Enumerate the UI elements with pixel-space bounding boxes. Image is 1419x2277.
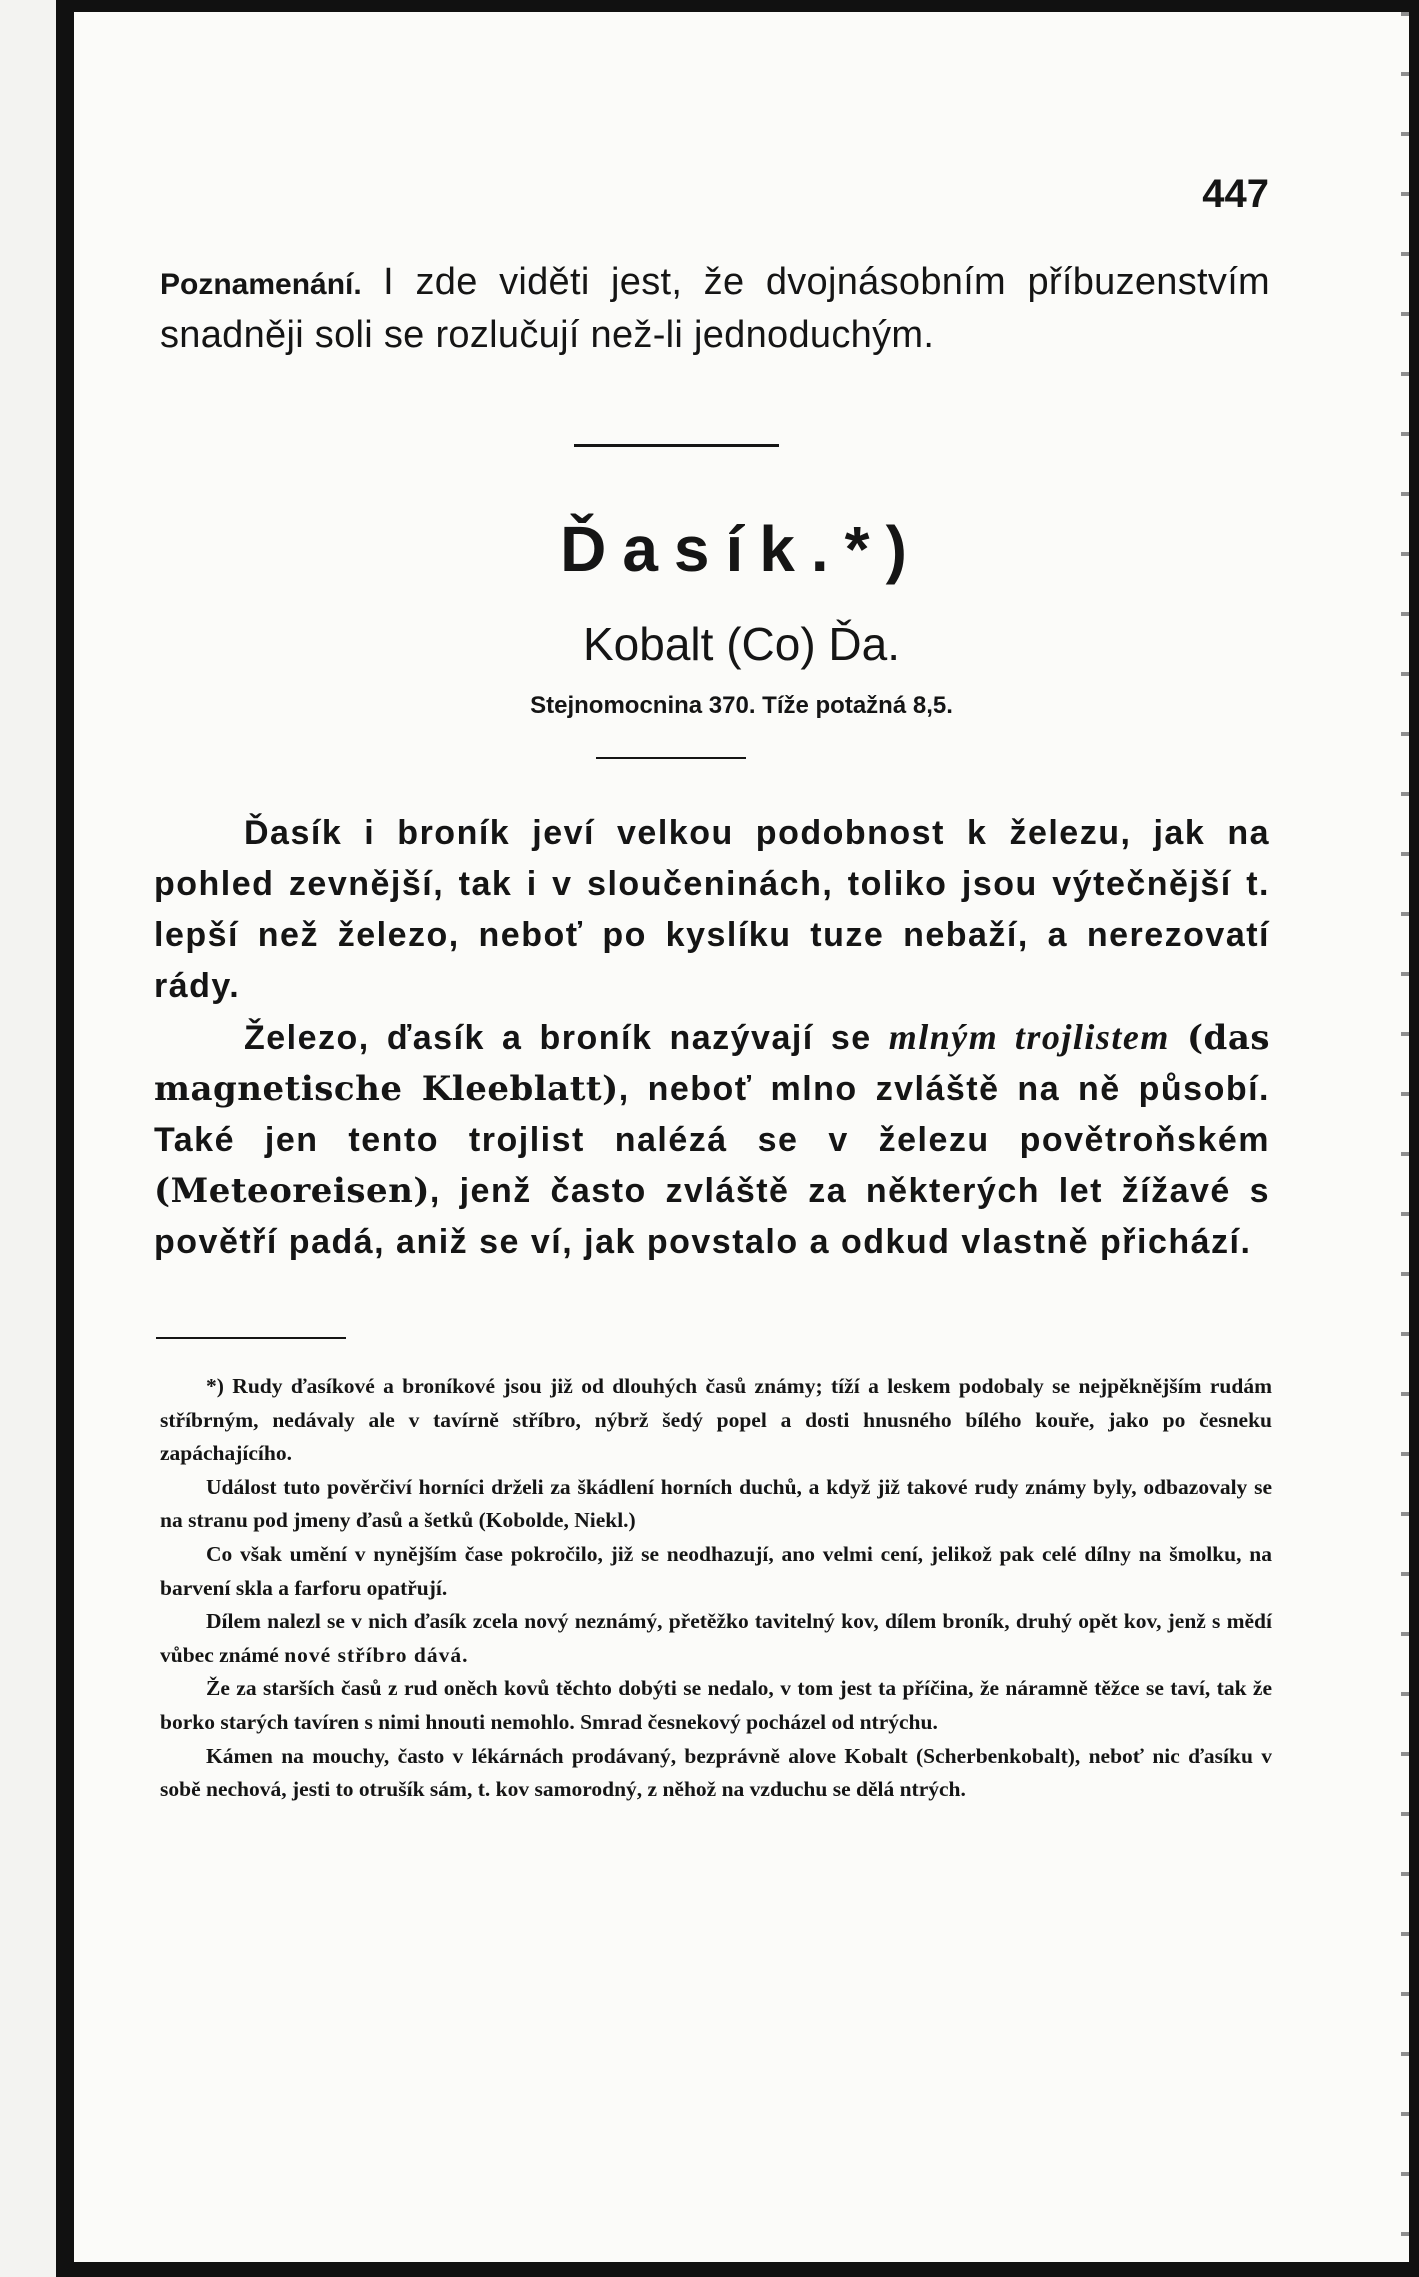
footnote-1: *) Rudy ďasíkové a broníkové jsou již od dlouhých časů známy; tíží a leskem podobaly se nejpěknějším rudám stříbrným, nedávaly ale v tavírně stříbro, nýbrž šedý popel a dosti hnusného bílého kouře, jako po česneku zapáchajícího. [160,1374,1272,1466]
body-p2-text-b: , neboť mlno zvláště na ně působí. Také jen tento trojlist nalézá se v železu povětroňském [154,1070,1270,1159]
note-label: Poznamenání. [160,268,362,301]
footnote-4-spaced: nové stříbro dává. [284,1642,469,1667]
footnote-4 [160,1605,1272,1672]
note-paragraph [160,257,1270,360]
chapter-title: Ďasík.*) [560,513,923,585]
body-text [154,808,1270,1268]
footnote-6: Kámen na mouchy, často v lékárnách prodávaný, bezprávně alove Kobalt (Scherbenkobalt), neboť nic ďasíku v sobě nechová, jesti to otrušík sám, t. kov samorodný, z něhož na vzduchu se dělá ntrých. [160,1743,1272,1802]
german-term-2: (Meteoreisen) [154,1171,430,1211]
book-page [74,12,1409,2262]
adjacent-page-edge [0,0,56,2277]
footnote-3: Co však umění v nynějším čase pokročilo, již se neodhazují, ano velmi cení, jelikož pak celé dílny na šmolku, na barvení skla a farforu opatřují. [160,1541,1272,1600]
section-divider [574,444,779,447]
footnotes [160,1370,1272,1807]
page-number: 447 [1202,172,1269,216]
heading-divider [596,757,746,759]
body-p2-text-c: , jenž často zvláště za některých let žížavé s povětří padá, aniž se ví, jak povstalo a odkud vlastně přichází. [154,1172,1270,1261]
chapter-subtitle: Kobalt (Co) Ďa. [582,618,900,670]
footnote-2: Událost tuto pověrčiví horníci drželi za škádlení horních duchů, a když již takové rudy známy byly, odbazovaly se na stranu pod jmeny ďasů a šetků (Kobolde, Niekl.) [160,1474,1272,1533]
body-paragraph-1: Ďasík i broník jeví velkou podobnost k železu, jak na pohled zevnější, tak i v sloučeninách, toliko jsou výtečnější t. lepší než železo, neboť po kyslíku tuze nebaží, a nerezovatí rády. [154,814,1270,1005]
body-p2-text-a: Železo, ďasík a broník nazývají se [244,1019,872,1057]
footnote-divider [156,1337,346,1339]
chapter-meta: Stejnomocnina 370. Tíže potažná 8,5. [530,692,953,719]
german-term-1: (das magnetische Kleeblatt) [154,1018,1271,1109]
page-edge-shadow [1401,12,1409,2262]
footnote-4-text: Dílem nalezl se v nich ďasík zcela nový neznámý, přetěžko tavitelný kov, dílem broník, druhý opět kov, jenž s mědí vůbec známé [160,1609,1272,1667]
footnote-5: Že za starších časů z rud oněch kovů těchto dobýti se nedalo, v tom jest ta příčina, že náramně těžce se taví, tak že borko starých tavíren s nimi hnouti nemohlo. Smrad česnekový pocházel od ntrýchu. [160,1676,1272,1734]
emphasis-term: mlným trojlistem [888,1017,1170,1057]
body-paragraph-2 [154,1012,1270,1268]
note-text: I zde viděti jest, že dvojnásobním příbuzenstvím snadněji soli se rozlučují než-li jednoduchým. [160,261,1271,356]
